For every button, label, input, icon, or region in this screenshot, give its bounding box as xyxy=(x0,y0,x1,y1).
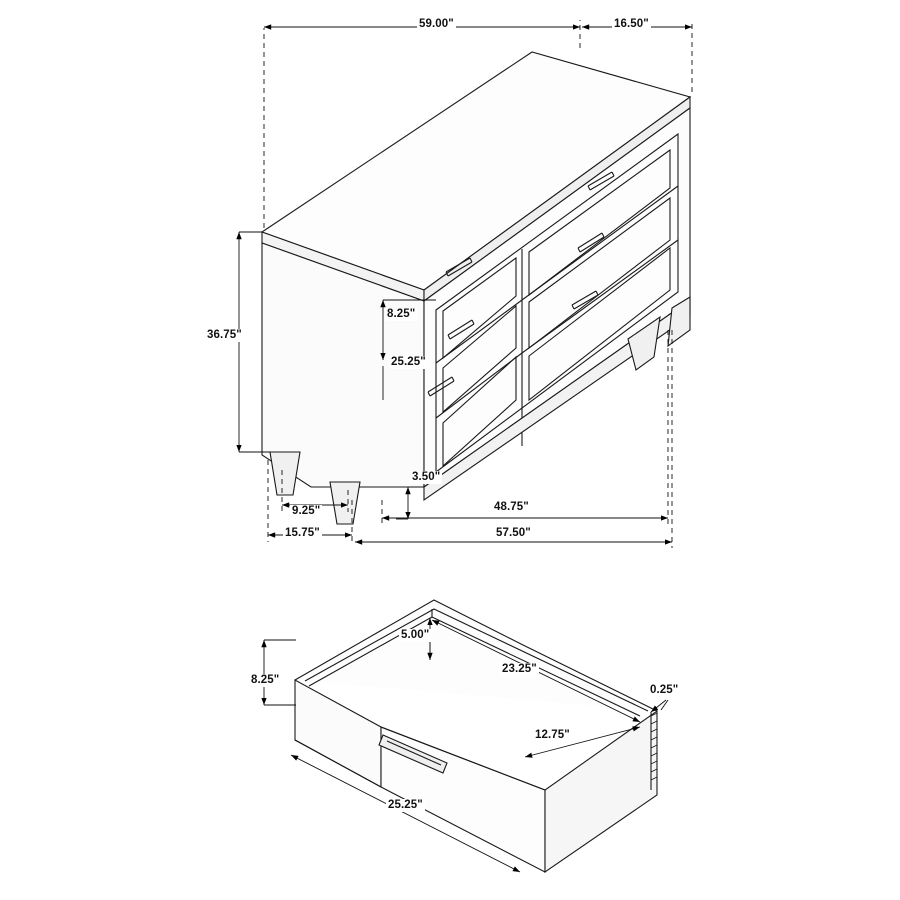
dim-case-width: 57.50" xyxy=(496,527,531,539)
dresser-outline xyxy=(262,52,690,524)
dim-drawer-face-width: 25.25" xyxy=(391,356,426,368)
dim-top-depth: 16.50" xyxy=(614,18,649,30)
dim-leg-offset: 9.25" xyxy=(292,505,321,517)
dim-case-depth: 15.75" xyxy=(285,527,320,539)
dim-leg-height: 3.50" xyxy=(412,471,441,483)
drawer-outline xyxy=(295,600,657,872)
dim-drawer-face-height: 8.25" xyxy=(387,308,416,320)
dim-drawer-wall-thickness: 0.25" xyxy=(650,684,679,696)
dim-drawer-interior-depth: 5.00" xyxy=(401,629,430,641)
dim-drawer-side-height: 8.25" xyxy=(251,674,280,686)
dim-drawer-overall-width: 25.25" xyxy=(388,799,423,811)
dim-overall-height: 36.75" xyxy=(207,329,242,341)
dim-top-width: 59.00" xyxy=(419,18,454,30)
dim-case-inner-width: 48.75" xyxy=(494,501,529,513)
dim-drawer-interior-side: 12.75" xyxy=(535,729,570,741)
dim-drawer-interior-width: 23.25" xyxy=(502,663,537,675)
